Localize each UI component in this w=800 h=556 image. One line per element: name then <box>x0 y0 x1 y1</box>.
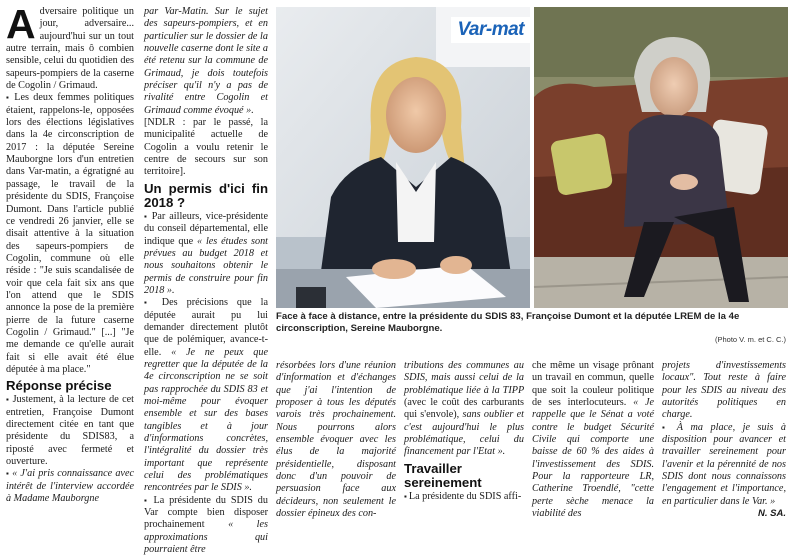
subheading-reponse: Réponse précise <box>6 378 112 394</box>
article-column-2 <box>144 6 268 556</box>
paragraph: ▪ La présidente du SDIS affi- <box>404 491 524 503</box>
paragraph: ▪ Justement, à la lecture de cet entretien, Françoise Dumont directement citée en tant que présidente du SDIS83, a riposté avec fermeté et ouverture. <box>6 394 134 468</box>
quote-paragraph: ▪ « J'ai pris connaissance avec intérêt de l'interview accordée à Madame Mauborgne <box>6 468 134 505</box>
editor-note: [NDLR : par le passé, la municipalité actuelle de Cogolin a voulu retenir le centre de secours sur son territoire]. <box>144 117 268 178</box>
article-column-3 <box>276 360 396 520</box>
paragraph: ▪ La présidente du SDIS du Var compte bien disposer prochainement « les approximations qui pourraient être <box>144 495 268 556</box>
paragraph: tributions des communes au SDIS, mais aussi celui de la problématique liée à la TIPP (avec le coût des carburants qui s'envole), sans oublier et c'est aujourd'hui le plus problématique, celui du financement par l'Etat ». <box>404 360 524 458</box>
quote-paragraph: ▪ À ma place, je suis à disposition pour avancer et travailler sereinement pour l'avenir et la pérennité de nos SDIS dont nous connaissons l'engagement et l'importance, en particulier dans le Var. » <box>662 422 786 508</box>
quote-paragraph: projets d'investissements locaux". Tout reste à faire pour les SDIS au niveau des autorités politiques en charge. <box>662 360 786 421</box>
photo-francoise-dumont <box>276 7 530 308</box>
intro-paragraph: Adversaire politique un jour, adversaire... aujourd'hui sur un tout autre terrain, mais ô combien sensible, celui du quotidien des sapeurs-pompiers de la caserne de Cogolin / Grimaud. <box>6 1 134 92</box>
article-column-1 <box>6 1 134 505</box>
photo-illustration <box>534 7 788 308</box>
subheading-travailler: Travailler sereinement <box>404 460 482 490</box>
quote-paragraph: résorbées lors d'une réunion d'information et d'échanges que j'ai l'intention de proposer à tous les députés varois très prochainement. Nous pourrons alors ensemble évoquer avec les élus de la majorité présidentielle, disposant donc d'un pouvoir de persuasion face aux décideurs, non seulement le dossier épineux des con- <box>276 360 396 520</box>
article-column-6 <box>662 360 786 520</box>
subheading-permis: Un permis d'ici fin 2018 ? <box>144 180 268 210</box>
photo-illustration <box>276 7 530 308</box>
photo-sereine-mauborgne <box>534 7 788 308</box>
paragraph: che même un visage prônant un travail en commun, quelle que soit la couleur politique de ses interlocuteurs. « Je rappelle que le Sénat a voté contre le budget Sécurité Civile qui comporte une baisse de 60 % des aides à l'investissement des SDIS. Pour la rapporteure LR, Catherine Troendlé, "cette perte sèche menace la viabilité des <box>532 360 655 520</box>
quote-paragraph: par Var-Matin. Sur le sujet des sapeurs-pompiers, et en particulier sur le dossier de la nouvelle caserne dont le site a été retenu sur la commune de Grimaud, je dois toutefois préciser qu'il n'y a pas de rivalité entre Cogolin et Grimaud comme évoqué ». <box>144 6 268 116</box>
article-column-5 <box>532 360 654 520</box>
var-matin-logo: Var-mat <box>451 17 530 43</box>
author-signature: N. SA. <box>758 508 786 520</box>
paragraph: ▪ Les deux femmes politiques étaient, rappelons-le, opposées lors des élections législatives dans la 4e circonscription de 2017 : la députée Sereine Mauborgne lors d'un entretien dans Var-matin, a égratigné au passage, le travail de la présidente du SDIS, Françoise Dumont. Dans l'article publié ce vendredi 26 janvier, elle se disait attentive à la situation des sapeurs-pompiers de Cogolin, commune où elle réside : "Je suis scandalisée de voir que cela fait six ans que l'on attend que le SDIS annonce la pose de la première pierre de la future caserne Cogolin / Grimaud." [...] "Je me demande ce qu'elle aurait fait si elle avait été élue députée à ma place." <box>6 92 134 376</box>
paragraph: ▪ Des précisions que la députée aurait pu lui demander directement plutôt que de polémiquer, avance-t-elle. « Je ne peux que regretter que la députée de la 4e circonscription ne se soit pas rapprochée du SDIS 83 et moi-même pour évoquer ensemble et sur des bases tangibles et à jour d'informations concrètes, l'intégralité du dossier très important que représente celui des problématiques rencontrées par le SDIS ». <box>144 297 268 495</box>
photo-caption: Face à face à distance, entre la présidente du SDIS 83, Françoise Dumont et la députée LREM de la 4e circonscription, Sereine Mauborgne. <box>276 311 740 334</box>
paragraph: ▪ Par ailleurs, vice-présidente du conseil départemental, elle indique que « les études sont prévues au budget 2018 et nous souhaitons obtenir le permis de construire pour fin 2018 ». <box>144 211 268 297</box>
photo-credit: (Photo V. m. et C. C.) <box>715 335 786 344</box>
article-column-4 <box>404 360 524 503</box>
drop-cap: A <box>6 1 36 47</box>
